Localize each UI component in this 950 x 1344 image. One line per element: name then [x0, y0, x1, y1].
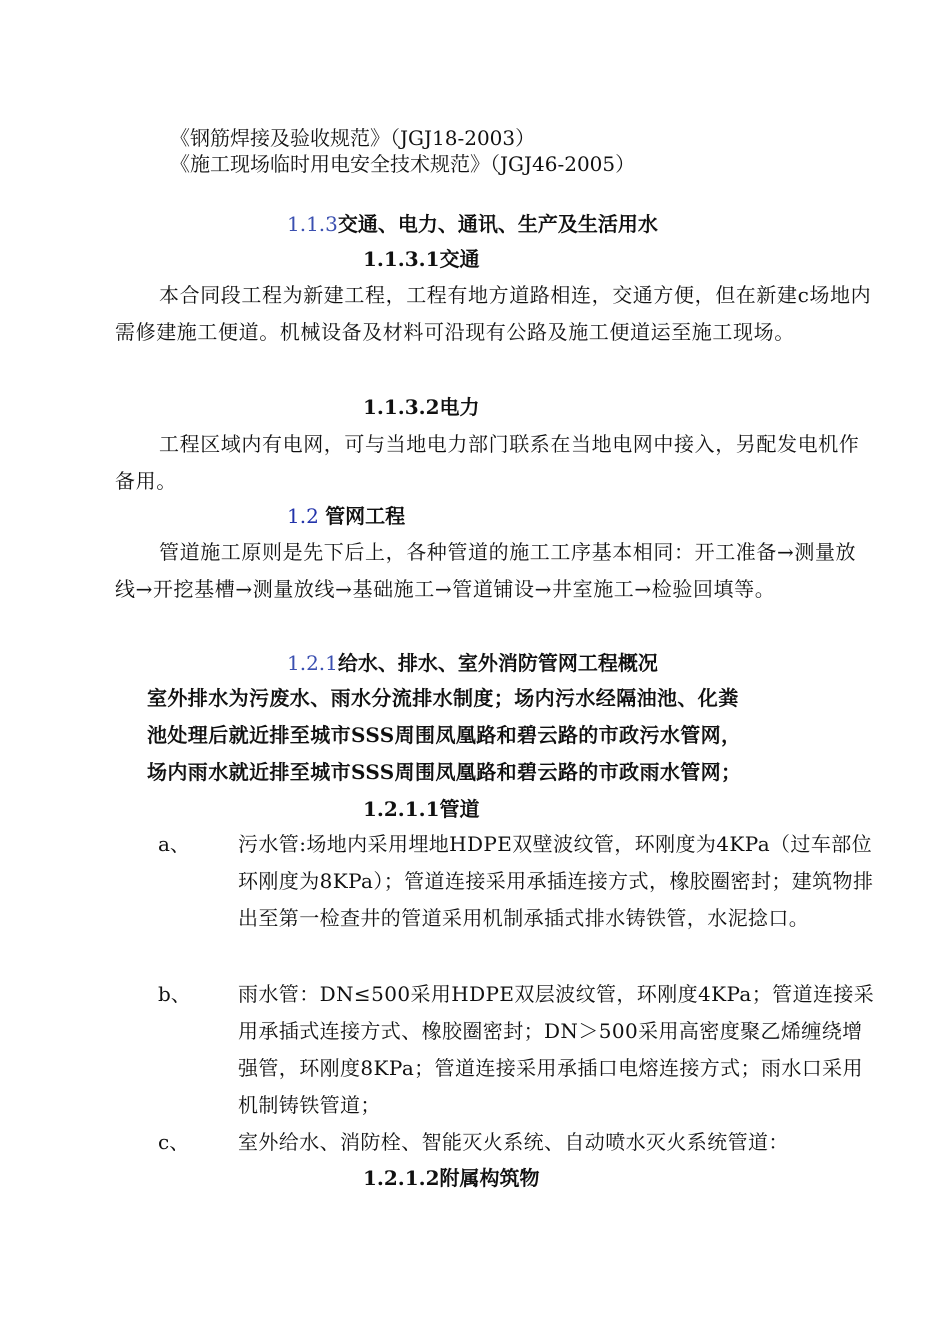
- bold-paragraph: [147, 680, 867, 791]
- heading-1-1-3-2: 1.1.3.2电力: [363, 395, 480, 419]
- item-b-text: 雨水管：DN≤500采用HDPE双层波纹管，环刚度4KPa；管道连接采用承插式连接方式、橡胶圈密封；DN＞500采用高密度聚乙烯缠绕增强管，环刚度8KPa；管道连接采用承插口电熔连接方式；雨水口采用机制铸铁管道；: [238, 982, 875, 1117]
- heading-1-2: [287, 502, 405, 530]
- paragraph-text: 本合同段工程为新建工程，工程有地方道路相连，交通方便，但在新建c场地内需修建施工便道。机械设备及材料可沿现有公路及施工便道运至施工现场。: [115, 283, 872, 344]
- heading-1-2-1-2: 1.2.1.2附属构筑物: [363, 1166, 540, 1190]
- item-c-text: 室外给水、消防栓、智能灭火系统、自动喷水灭火系统管道：: [238, 1130, 789, 1154]
- item-c-label: c、: [158, 1130, 190, 1154]
- heading-title: 管网工程: [325, 504, 406, 528]
- item-a-label: a、: [158, 832, 190, 856]
- paragraph-text: 管道施工原则是先下后上，各种管道的施工工序基本相同：开工准备→测量放线→开挖基槽→测量放线→基础施工→管道铺设→井室施工→检验回填等。: [115, 540, 857, 601]
- item-b-label: b、: [158, 982, 191, 1006]
- paragraph-power: [115, 426, 875, 500]
- heading-title: 交通、电力、通讯、生产及生活用水: [337, 212, 658, 236]
- paragraph-text: 工程区域内有电网，可与当地电力部门联系在当地电网中接入，另配发电机作备用。: [115, 432, 860, 493]
- heading-title: 给水、排水、室外消防管网工程概况: [337, 651, 658, 675]
- heading-1-2-1-1: 1.2.1.1管道: [363, 797, 480, 821]
- heading-1-2-1: [287, 649, 658, 677]
- bold-line: 池处理后就近排至城市SSS周围凤凰路和碧云路的市政污水管网，: [147, 723, 742, 747]
- reference-2: 《施工现场临时用电安全技术规范》（JGJ46-2005）: [170, 152, 636, 176]
- heading-number: 1.2.1: [287, 651, 338, 675]
- bold-line: 室外排水为污废水、雨水分流排水制度；场内污水经隔油池、化粪: [147, 686, 739, 710]
- paragraph-traffic: [115, 277, 875, 351]
- item-a-text: 污水管:场地内采用埋地HDPE双壁波纹管，环刚度为4KPa（过车部位环刚度为8KPa）；管道连接采用承插连接方式，橡胶圈密封；建筑物排出至第一检查井的管道采用机制承插式排水铸铁管，水泥捻口。: [238, 832, 874, 930]
- heading-number: 1.1.3: [287, 212, 338, 236]
- reference-1: 《钢筋焊接及验收规范》（JGJ18-2003）: [170, 126, 536, 150]
- bold-line: 场内雨水就近排至城市SSS周围凤凰路和碧云路的市政雨水管网；: [147, 760, 742, 784]
- heading-1-1-3: [287, 210, 658, 238]
- heading-number: 1.2: [287, 504, 319, 528]
- heading-1-1-3-1: 1.1.3.1交通: [363, 247, 480, 271]
- paragraph-pipe: [115, 534, 875, 608]
